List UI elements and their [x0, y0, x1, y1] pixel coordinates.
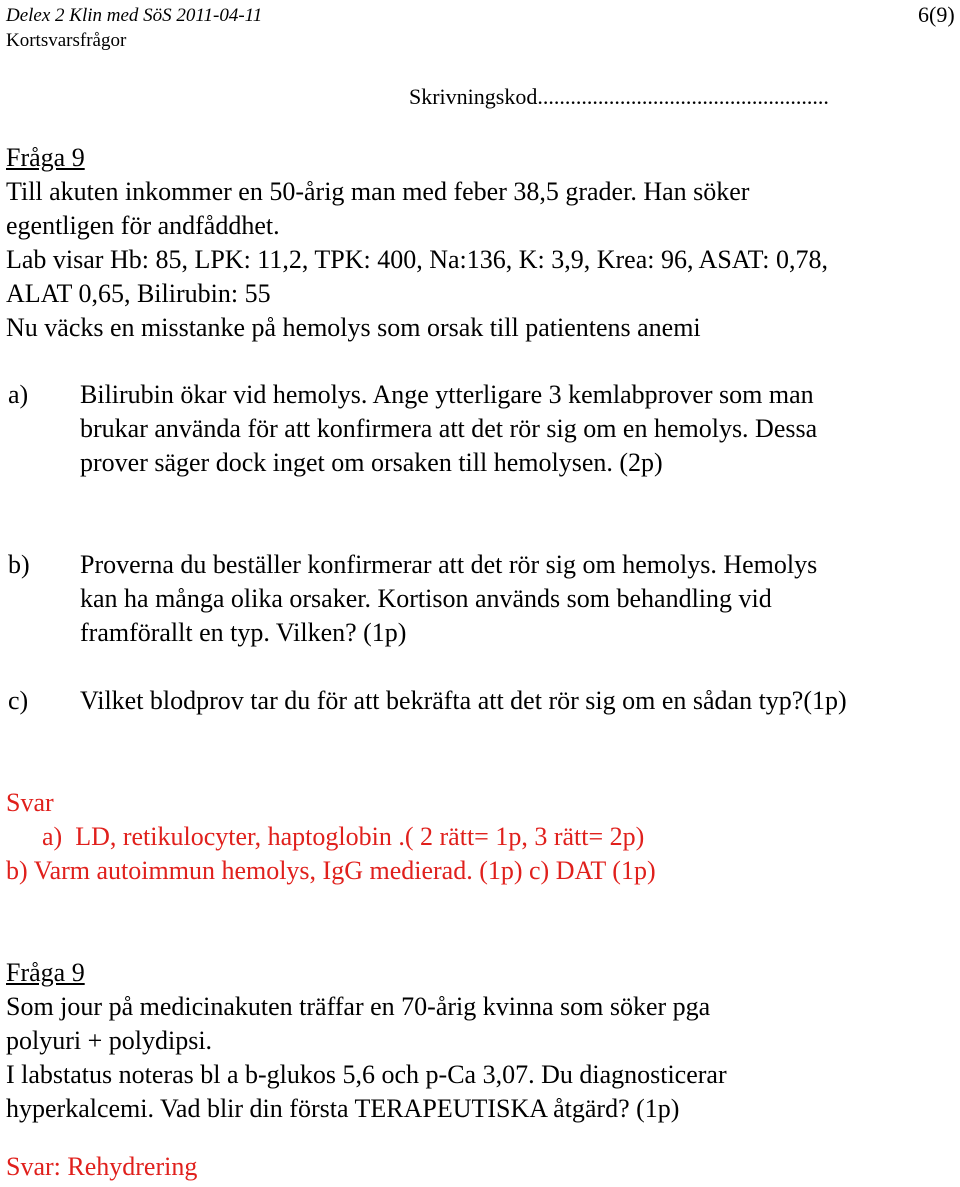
sub-question-line: Bilirubin ökar vid hemolys. Ange ytterligare 3 kemlabprover som man: [80, 380, 814, 409]
answer-2: Svar: Rehydrering: [6, 1152, 198, 1181]
sub-question-line: brukar använda för att konfirmera att det rör sig om en hemolys. Dessa: [80, 414, 818, 443]
answer-heading: Svar: [6, 788, 54, 817]
question-1-intro-line: egentligen för andfåddhet.: [6, 211, 280, 240]
sub-question-label: a): [8, 380, 29, 409]
section-header: Kortsvarsfrågor: [6, 30, 127, 51]
page-number: 6(9): [918, 2, 955, 27]
question-2-line: I labstatus noteras bl a b-glukos 5,6 och p-Ca 3,07. Du diagnosticerar: [6, 1060, 727, 1089]
question-2-line: polyuri + polydipsi.: [6, 1026, 213, 1055]
answer-line-a: a) LD, retikulocyter, haptoglobin .( 2 rätt= 1p, 3 rätt= 2p): [42, 822, 645, 851]
sub-question-line: Vilket blodprov tar du för att bekräfta att det rör sig om en sådan typ?(1p): [80, 686, 847, 715]
answer-line-bc: b) Varm autoimmun hemolys, IgG medierad. (1p) c) DAT (1p): [6, 856, 656, 885]
question-1-intro-line: Till akuten inkommer en 50-årig man med feber 38,5 grader. Han söker: [6, 177, 750, 206]
question-1-intro-line: Nu väcks en misstanke på hemolys som orsak till patientens anemi: [6, 313, 701, 342]
question-1-intro-line: Lab visar Hb: 85, LPK: 11,2, TPK: 400, Na:136, K: 3,9, Krea: 96, ASAT: 0,78,: [6, 245, 828, 274]
course-header: Delex 2 Klin med SöS 2011-04-11: [6, 5, 263, 26]
exam-code-line: Skrivningskod.....................................................: [409, 84, 829, 109]
sub-question-label: c): [8, 686, 29, 715]
sub-question-line: kan ha många olika orsaker. Kortison används som behandling vid: [80, 584, 772, 613]
question-2-heading: Fråga 9: [6, 958, 85, 987]
sub-question-line: Proverna du beställer konfirmerar att det rör sig om hemolys. Hemolys: [80, 550, 818, 579]
sub-question-label: b): [8, 550, 30, 579]
sub-question-line: framförallt en typ. Vilken? (1p): [80, 618, 407, 647]
question-2-line: Som jour på medicinakuten träffar en 70-årig kvinna som söker pga: [6, 992, 711, 1021]
sub-question-line: prover säger dock inget om orsaken till hemolysen. (2p): [80, 448, 663, 477]
question-1-heading: Fråga 9: [6, 143, 85, 172]
question-2-line: hyperkalcemi. Vad blir din första TERAPEUTISKA åtgärd? (1p): [6, 1094, 680, 1123]
question-1-intro-line: ALAT 0,65, Bilirubin: 55: [6, 279, 271, 308]
